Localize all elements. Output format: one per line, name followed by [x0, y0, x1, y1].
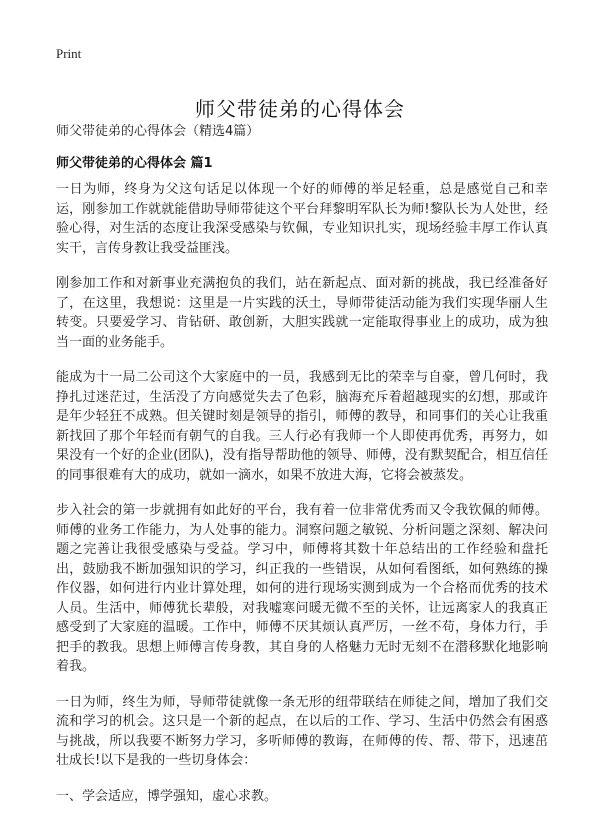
document-subtitle: 师父带徒弟的心得体会（精选4篇）	[56, 124, 260, 139]
document-title: 师父带徒弟的心得体会	[195, 97, 405, 122]
paragraph: 一、学会适应，博学强知，虚心求教。	[56, 788, 278, 804]
paragraph: 刚参加工作和对新事业充满抱负的我们，站在新起点、面对新的挑战，我已经准备好了，在这里，我想说：这里是一片实践的沃土，导师带徒活动能为我们实现华丽人生转变。只要爱学习、肯钻研、敢创新，大胆实践就一定能取得事业上的成功，成为独当一面的业务能手。	[56, 276, 548, 350]
paragraph: 一日为师，终身为父这句话足以体现一个好的师傅的举足轻重，总是感觉自己和幸运，刚参加工作就就能借助导师带徒这个平台拜黎明军队长为师!黎队长为人处世，经验心得，对生活的态度让我深受感染与钦佩，专业知识扎实，现场经验丰厚工作认真实干，言传身教让我受益匪浅。	[56, 182, 548, 256]
paragraph: 一日为师，终生为师，导师带徒就像一条无形的纽带联结在师徒之间，增加了我们交流和学习的机会。这只是一个新的起点，在以后的工作、学习、生活中仍然会有困惑与挑战，所以我要不断努力学习，多听师傅的教诲，在师傅的传、帮、带下，迅速茁壮成长!以下是我的一些切身体会：	[56, 694, 548, 768]
print-label: Print	[56, 46, 82, 61]
section-heading: 师父带徒弟的心得体会 篇1	[56, 156, 213, 171]
document-body	[56, 180, 548, 822]
paragraph: 能成为十一局二公司这个大家庭中的一员，我感到无比的荣幸与自豪，曾几何时，我挣扎过迷茫过，生活没了方向感觉失去了色彩，脑海充斥着超越现实的幻想，那或许是年少轻狂不成熟。但关键时刻是领导的指引，师傅的教导，和同事们的关心让我重新找回了那个年轻而有朝气的自我。三人行必有我师一个人即使再优秀，再努力，如果没有一个好的企业(团队)，没有指导帮助他的领导、师傅，没有默契配合，相互信任的同事很难有大的成功，就如一滴水，如果不放进大海，它将会被蒸发。	[56, 370, 548, 483]
paragraph: 步入社会的第一步就拥有如此好的平台，我有着一位非常优秀而又令我钦佩的师傅。师傅的业务工作能力，为人处事的能力。洞察问题之敏锐、分析问题之深刻、解决问题之完善让我很受感染与受益。学习中，师傅将其数十年总结出的工作经验和盘托出，鼓励我不断加强知识的学习，纠正我的一些错误，从如何看图纸，如何熟练的操作仪器，如何进行内业计算处理，如何的进行现场实测到成为一个合格而优秀的技术人员。生活中，师傅犹长辈般，对我嘘寒问暖无微不至的关怀，让远离家人的我真正感受到了大家庭的温暖。工作中，师傅不厌其烦认真严厉，一丝不苟，身体力行，手把手的教我。思想上师傅言传身教，其自身的人格魅力无时无刻不在潜移默化地影响着我。	[56, 503, 548, 674]
